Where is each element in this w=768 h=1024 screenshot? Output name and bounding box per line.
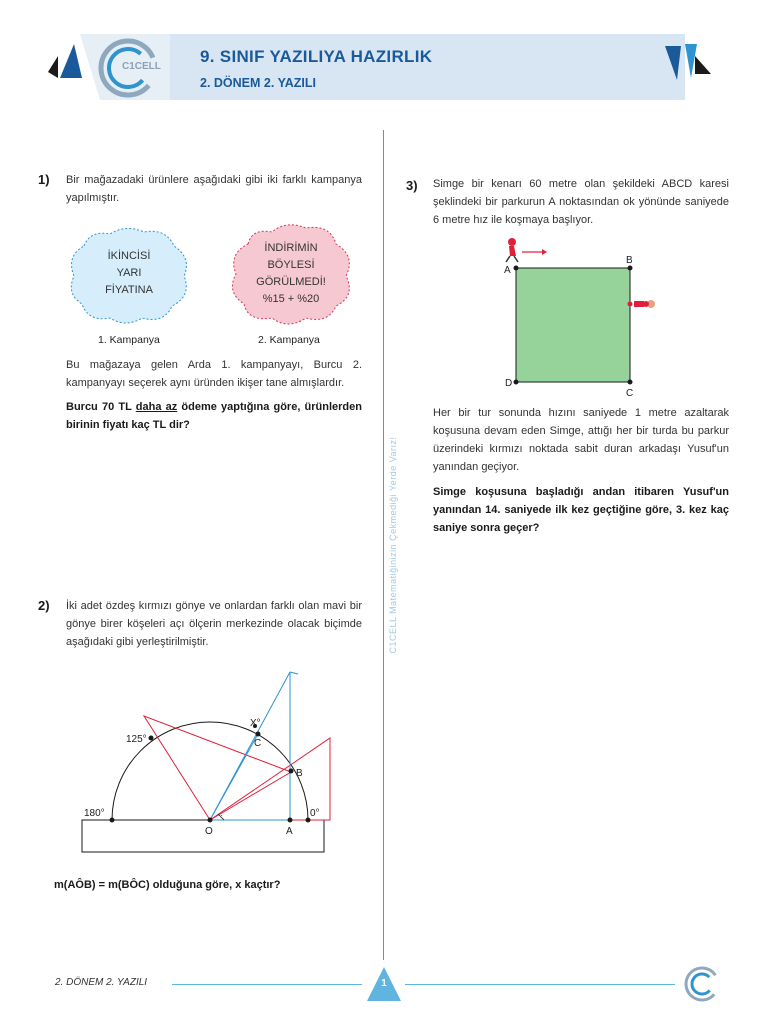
label-x: X° — [250, 718, 261, 729]
footer-line-right — [405, 984, 675, 985]
header-band — [170, 34, 685, 100]
campaign-1-text: İKİNCİSİ YARI FİYATINA — [105, 250, 153, 296]
page-header — [0, 0, 768, 120]
page-subtitle: 2. DÖNEM 2. YAZILI — [200, 76, 317, 90]
watermark: C1CELL Matematiğinizin Çekmediği Yerde Varız! — [388, 436, 398, 654]
question-1-intro: Bir mağazadaki ürünlere aşağıdaki gibi iki farklı kampanya yapılmıştır. — [66, 174, 362, 204]
campaign-1-label: 1. Kampanya — [98, 334, 160, 346]
label-a: A — [286, 826, 293, 837]
header-right-triangles — [655, 0, 768, 120]
protractor-figure — [70, 664, 340, 860]
question-1-question: Burcu 70 TL daha az ödeme yaptığına göre, ürünlerden birinin fiyatı kaç TL dir? — [66, 401, 362, 431]
question-1-text: Bu mağazaya gelen Arda 1. kampanyayı, Burcu 2. kampanyayı seçerek aynı üründen ikişer tane almışlardır. — [66, 359, 362, 389]
footer-line-left — [172, 984, 362, 985]
campaign-2-label: 2. Kampanya — [258, 334, 320, 346]
question-3-question: Simge koşusuna başladığı andan itibaren Yusuf'un yanından 14. saniyede ilk kez geçtiğine göre, 3. kez kaç saniye sonra geçer? — [433, 486, 729, 534]
question-2-question: m(AÔB) = m(BÔC) olduğuna göre, x kaçtır? — [54, 879, 281, 891]
label-0: 0° — [310, 808, 320, 819]
question-2-text: İki adet özdeş kırmızı gönye ve onlardan farklı olan mavi bir gönye birer köşeleri açı ölçerin merkezinde olacak biçimde aşağıdaki gibi yerleştirilmiştir. — [66, 600, 362, 648]
column-divider — [383, 130, 384, 960]
label-o: O — [205, 826, 213, 837]
label-c: C — [254, 738, 262, 749]
square-label-d: D — [505, 378, 513, 389]
square-label-c: C — [626, 388, 634, 399]
parkur-square-figure — [500, 232, 670, 402]
question-1-number: 1) — [38, 172, 50, 187]
logo-text: C1CELL — [122, 61, 161, 72]
svg-text:·: · — [220, 811, 223, 820]
question-3-text: Her bir tur sonunda hızını saniyede 1 metre azaltarak koşusuna devam eden Simge, attığı her bir turda bu parkur üzerindeki kırmızı noktada sabit duran arkadaşı Yusuf'un yanından geçiyor. — [433, 407, 729, 473]
question-2-number: 2) — [38, 598, 50, 613]
footer-logo-icon — [682, 964, 722, 1004]
campaign-2-text: İNDİRİMİN BÖYLESİ GÖRÜLMEDİ! %15 + %20 — [256, 242, 326, 305]
question-3-number: 3) — [406, 178, 418, 193]
label-125: 125° — [126, 734, 147, 745]
footer-left-text: 2. DÖNEM 2. YAZILI — [55, 977, 148, 988]
label-180: 180° — [84, 808, 105, 819]
square-label-b: B — [626, 255, 633, 266]
square-label-a: A — [504, 265, 511, 276]
question-3-intro: Simge bir kenarı 60 metre olan şekildeki ABCD karesi şeklindeki bir parkurun A noktasından ok yönünde saniyede 6 metre hız ile koşmaya başlıyor. — [433, 178, 729, 226]
page-title: 9. SINIF YAZILIYA HAZIRLIK — [200, 47, 433, 66]
page-number: 1 — [381, 978, 387, 989]
label-b: B — [296, 768, 303, 779]
